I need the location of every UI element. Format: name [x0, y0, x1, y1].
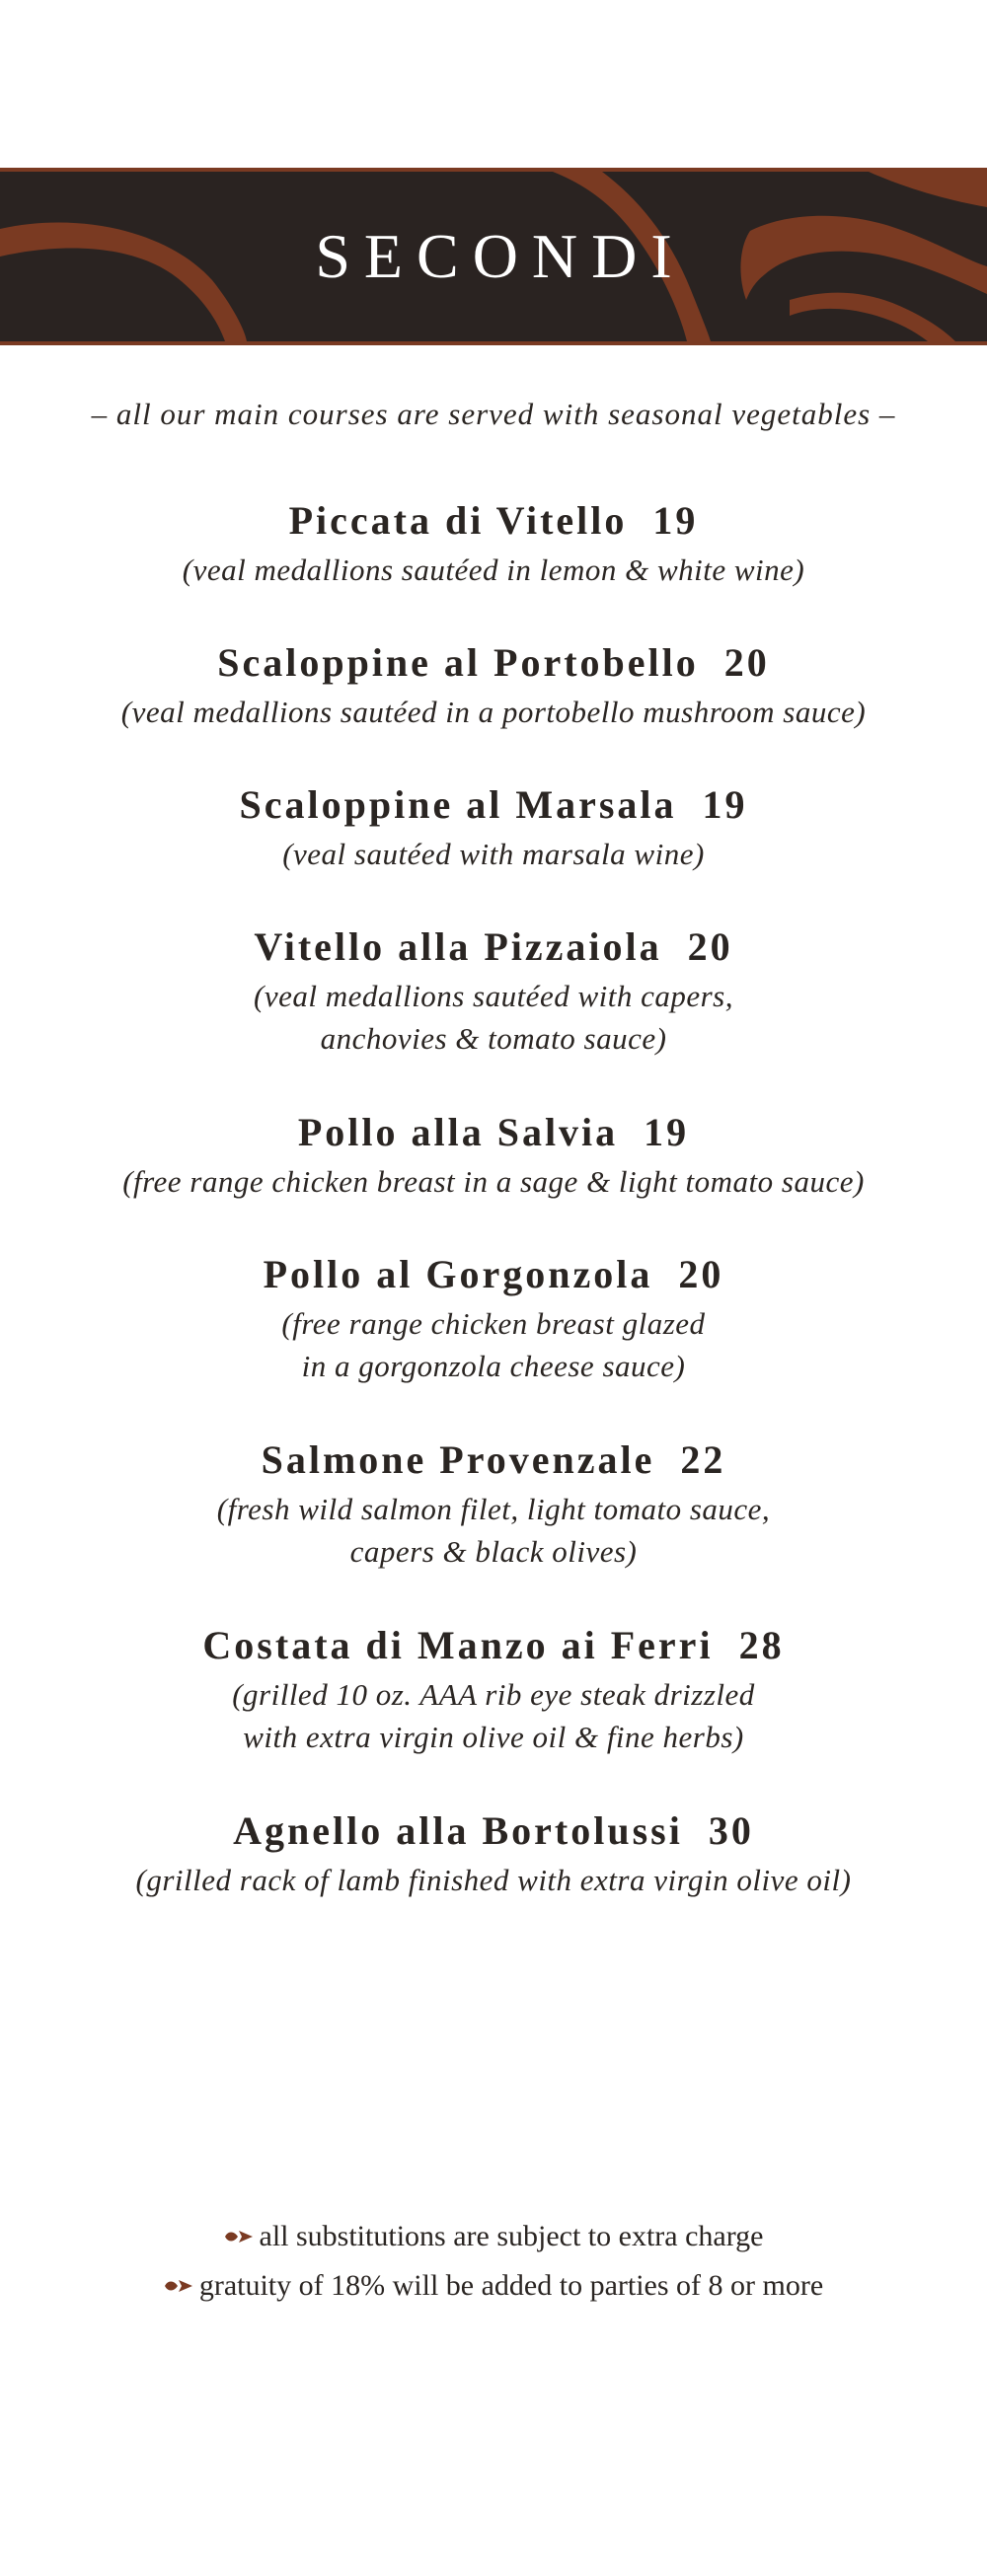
dish-description: (veal medallions sautéed in a portobello mushroom sauce)	[120, 695, 867, 729]
leaf-arrow-bullet-icon	[224, 2229, 254, 2245]
menu-item	[0, 1109, 987, 1203]
dish-description-line: (veal medallions sautéed with capers,	[254, 979, 733, 1013]
dish-description-line: in a gorgonzola cheese sauce)	[301, 1349, 686, 1383]
dish-description-line: (fresh wild salmon filet, light tomato sauce,	[216, 1492, 771, 1526]
menu-subtitle: – all our main courses are served with seasonal vegetables –	[91, 397, 896, 431]
note-item	[0, 2261, 987, 2311]
dish-price: 19	[644, 1110, 690, 1154]
dish-price: 20	[723, 640, 770, 685]
menu-notes	[0, 2212, 987, 2311]
menu-item	[0, 1436, 987, 1573]
leaf-arrow-bullet-icon	[164, 2278, 193, 2294]
menu-item	[0, 1251, 987, 1387]
dish-description	[0, 1673, 987, 1758]
dish-description: (veal medallions sautéed in lemon & white wine)	[182, 552, 805, 587]
dish-description	[0, 1488, 987, 1573]
dish-name: Pollo alla Salvia	[297, 1110, 619, 1154]
dish-name: Salmone Provenzale	[261, 1437, 655, 1482]
note-text: all substitutions are subject to extra charge	[259, 2220, 764, 2252]
dish-price: 22	[680, 1437, 726, 1482]
note-text: gratuity of 18% will be added to parties of 8 or more	[198, 2269, 824, 2302]
menu-item	[0, 497, 987, 591]
menu-item	[0, 639, 987, 733]
dish-name: Vitello alla Pizzaiola	[254, 924, 662, 969]
dish-price: 19	[702, 782, 748, 827]
menu-item	[0, 781, 987, 875]
dish-description-line: anchovies & tomato sauce)	[320, 1021, 667, 1056]
menu-item	[0, 1807, 987, 1901]
dish-name: Scaloppine al Marsala	[239, 782, 677, 827]
dish-price: 20	[678, 1252, 724, 1296]
dish-price: 20	[687, 924, 733, 969]
dish-price: 28	[738, 1623, 785, 1667]
dish-name: Agnello alla Bortolussi	[233, 1808, 683, 1853]
dish-name: Piccata di Vitello	[288, 498, 628, 543]
dish-price: 19	[652, 498, 699, 543]
dish-description	[0, 1302, 987, 1387]
dish-description-line: (free range chicken breast glazed	[281, 1306, 706, 1341]
menu-item	[0, 923, 987, 1060]
dish-name: Costata di Manzo ai Ferri	[202, 1623, 714, 1667]
dish-description: (free range chicken breast in a sage & light tomato sauce)	[122, 1164, 865, 1199]
note-item	[0, 2212, 987, 2261]
dish-name: Scaloppine al Portobello	[217, 640, 699, 685]
dish-description	[0, 975, 987, 1060]
menu-item	[0, 1622, 987, 1758]
dish-price: 30	[708, 1808, 754, 1853]
dish-description-line: capers & black olives)	[349, 1534, 638, 1569]
section-header-banner	[0, 168, 987, 345]
dish-description: (grilled rack of lamb finished with extra virgin olive oil)	[135, 1863, 852, 1897]
dish-name: Pollo al Gorgonzola	[263, 1252, 653, 1296]
dish-description-line: with extra virgin olive oil & fine herbs)	[243, 1720, 744, 1754]
section-title: SECONDI	[315, 221, 686, 291]
dish-description: (veal sautéed with marsala wine)	[282, 837, 705, 871]
dish-description-line: (grilled 10 oz. AAA rib eye steak drizzled	[232, 1677, 755, 1712]
